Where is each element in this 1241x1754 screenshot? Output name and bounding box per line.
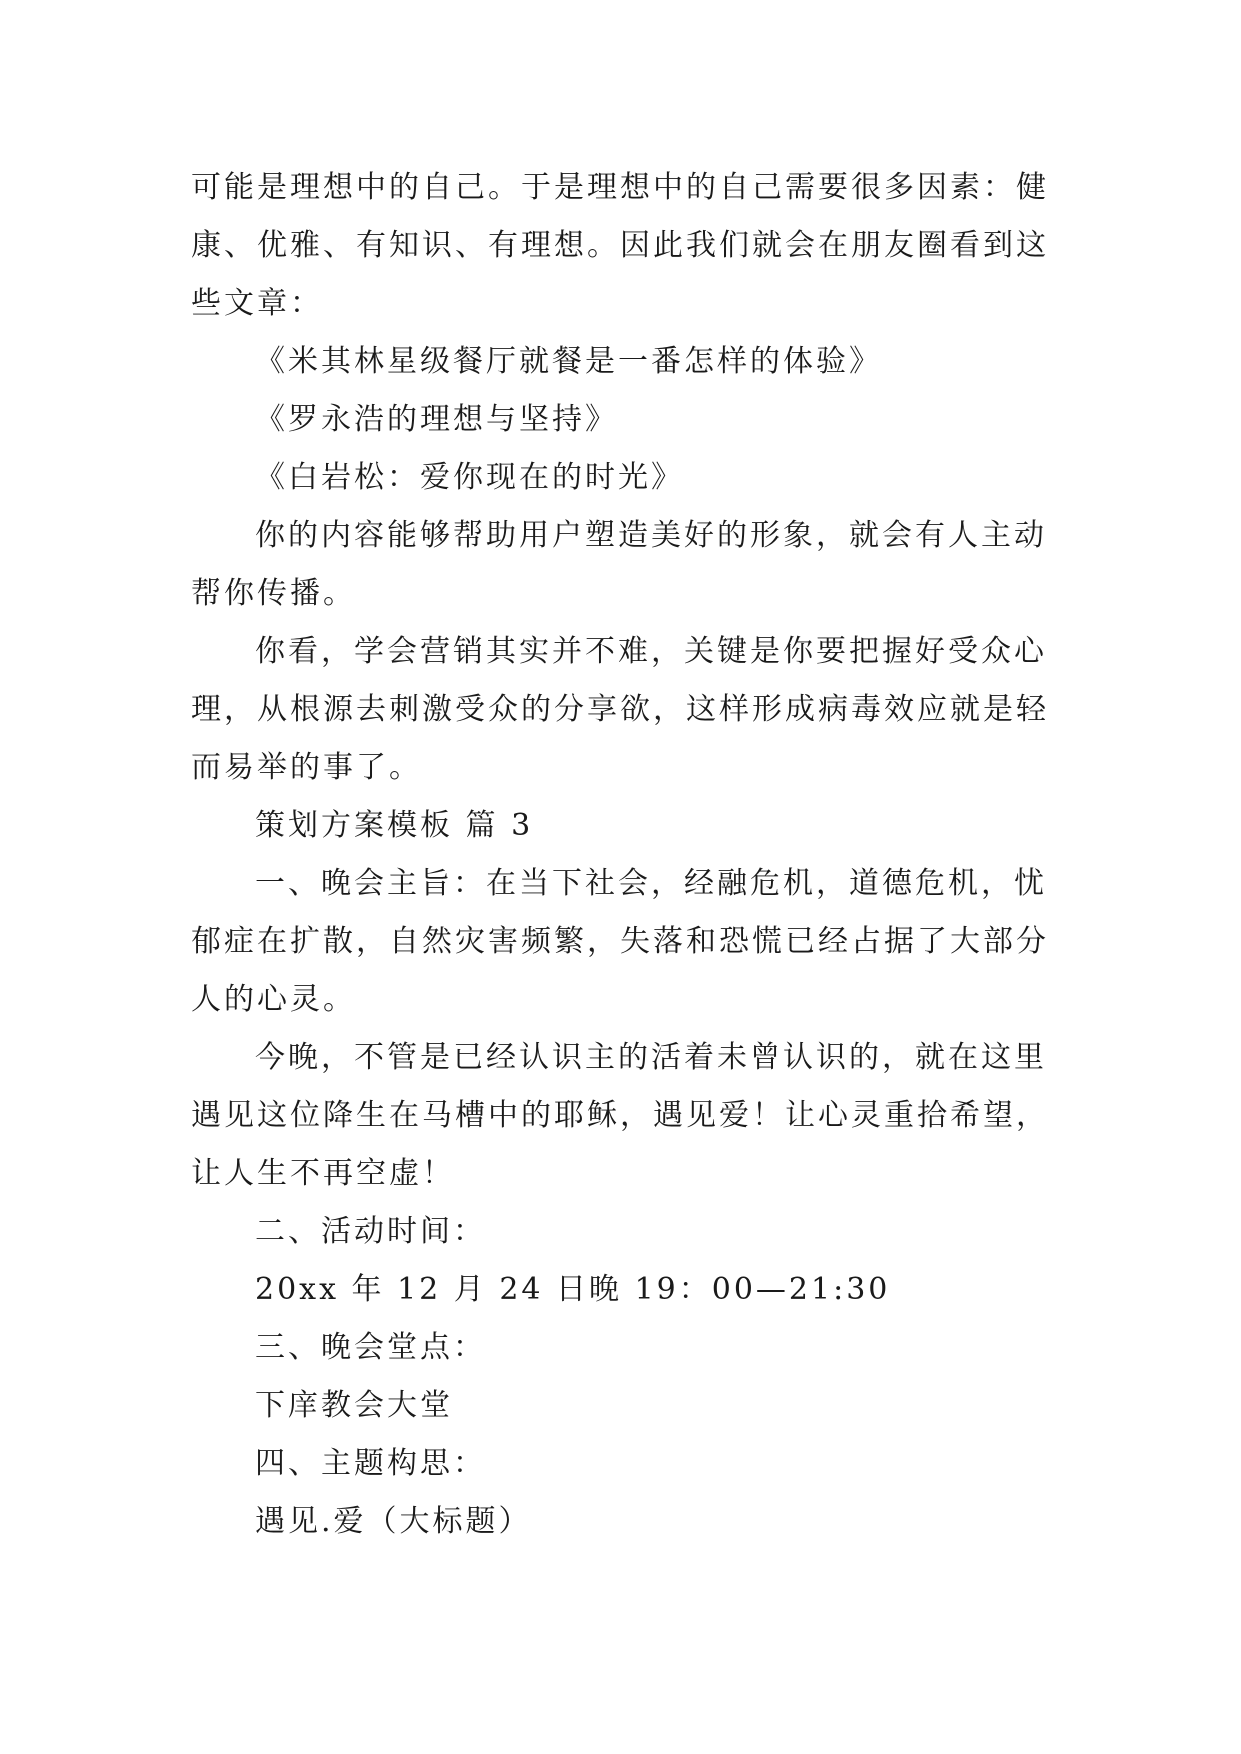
paragraph-line: 你的内容能够帮助用户塑造美好的形象，就会有人主动	[255, 518, 1047, 553]
paragraph-line: 可能是理想中的自己。于是理想中的自己需要很多因素：健	[191, 170, 1049, 205]
paragraph-line: 你看，学会营销其实并不难，关键是你要把握好受众心	[255, 634, 1047, 669]
article-title: 《罗永浩的理想与坚持》	[255, 402, 618, 437]
list-heading: 三、晚会堂点：	[255, 1330, 486, 1365]
paragraph-line: 康、优雅、有知识、有理想。因此我们就会在朋友圈看到这	[191, 228, 1049, 263]
paragraph-line: 理，从根源去刺激受众的分享欲，这样形成病毒效应就是轻	[191, 692, 1049, 727]
event-time: 20xx 年 12 月 24 日晚 19：00—21:30	[255, 1272, 891, 1307]
paragraph-line: 让人生不再空虚！	[191, 1156, 455, 1191]
paragraph-line: 人的心灵。	[191, 982, 356, 1017]
event-venue: 下庠教会大堂	[255, 1388, 453, 1423]
section-heading: 策划方案模板 篇 3	[255, 808, 534, 843]
paragraph-line: 今晚，不管是已经认识主的活着未曾认识的，就在这里	[255, 1040, 1047, 1075]
paragraph-line: 些文章：	[191, 286, 323, 321]
list-heading: 二、活动时间：	[255, 1214, 486, 1249]
paragraph-line: 而易举的事了。	[191, 750, 422, 785]
paragraph-line: 帮你传播。	[191, 576, 356, 611]
paragraph-line: 遇见这位降生在马槽中的耶稣，遇见爱！让心灵重拾希望，	[191, 1098, 1049, 1133]
theme-title: 遇见.爱（大标题）	[255, 1504, 532, 1539]
paragraph-line: 郁症在扩散，自然灾害频繁，失落和恐慌已经占据了大部分	[191, 924, 1049, 959]
paragraph-line: 一、晚会主旨：在当下社会，经融危机，道德危机，忧	[255, 866, 1047, 901]
list-heading: 四、主题构思：	[255, 1446, 486, 1481]
article-title: 《米其林星级餐厅就餐是一番怎样的体验》	[255, 344, 882, 379]
article-title: 《白岩松：爱你现在的时光》	[255, 460, 684, 495]
